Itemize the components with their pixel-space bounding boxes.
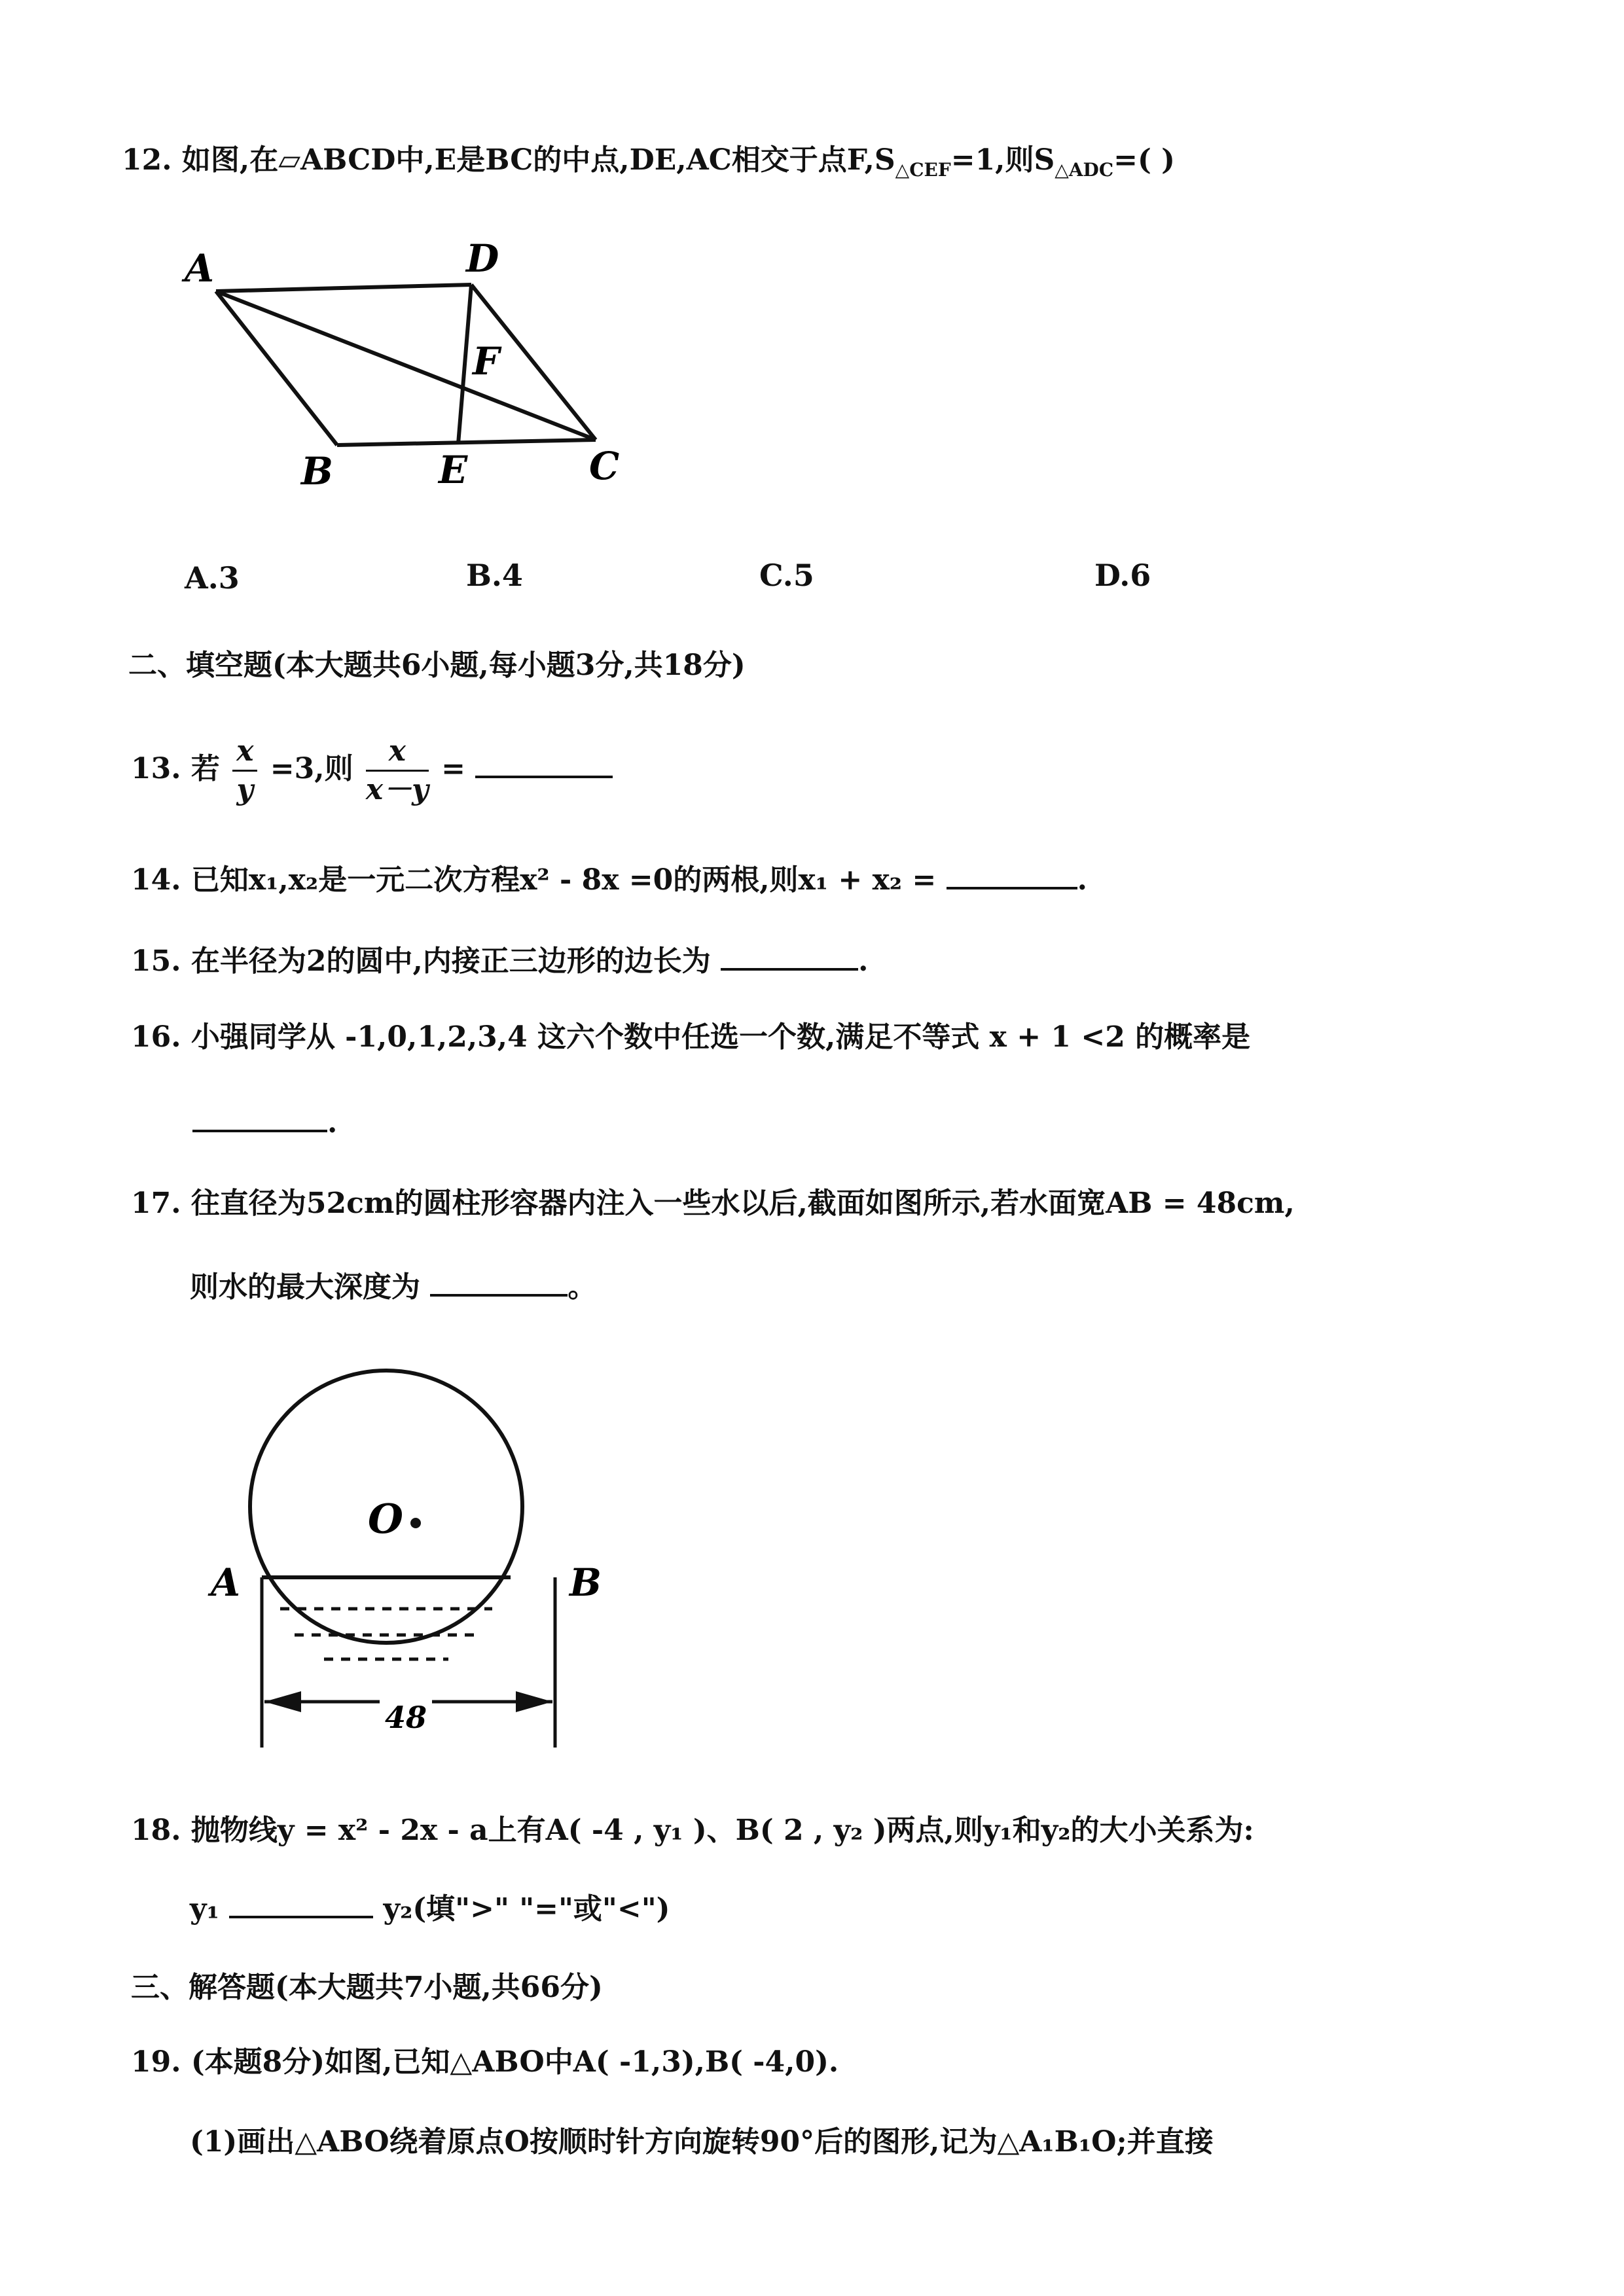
edge-bc	[337, 440, 596, 445]
dimension-label: 48	[385, 1700, 427, 1735]
q13-line: 13. 若 $\frac{x}{y}$ =3,则 $\frac{x}{x-y}$ =	[131, 733, 613, 808]
q12-option-d: D.6	[1094, 558, 1151, 593]
section2-title: 二、填空题(本大题共6小题,每小题3分,共18分)	[128, 649, 746, 682]
q16-answer-line: .	[192, 1106, 337, 1139]
q16-answer-blank[interactable]	[192, 1124, 327, 1132]
q14-answer-blank[interactable]	[947, 882, 1077, 889]
q19-line-2: (1)画出△ABO绕着原点O按顺时针方向旋转90°后的图形,记为△A₁B₁O;并直接	[190, 2125, 1214, 2159]
label-a: A	[211, 1560, 241, 1605]
label-o: O	[368, 1495, 404, 1543]
label-b: B	[301, 449, 334, 493]
arrowhead-right	[516, 1691, 552, 1712]
q12-stem: 12. 如图,在▱ABCD中,E是BC的中点,DE,AC相交于点$F,S_{\triangle CEF}=1$,则$S_{\triangle ADC}=$( )	[122, 143, 1175, 181]
q12-option-b: B.4	[466, 558, 523, 593]
q13-answer-blank[interactable]	[475, 770, 613, 778]
label-e: E	[439, 448, 468, 492]
circle-water-figure	[196, 1361, 641, 1754]
q19-line-1: 19. (本题8分)如图,已知△ABO中A( -1,3),B( -4,0).	[131, 2045, 839, 2079]
section3-title: 三、解答题(本大题共7小题,共66分)	[131, 1971, 603, 2004]
q17-line-2: 则水的最大深度为 。	[190, 1270, 597, 1304]
q15-answer-blank[interactable]	[721, 963, 858, 971]
q17-line-1: 17. 往直径为52cm的圆柱形容器内注入一些水以后,截面如图所示,若水面宽AB = 48cm,	[131, 1187, 1295, 1220]
label-a: A	[185, 246, 215, 291]
arrowhead-left	[264, 1691, 301, 1712]
q17-answer-blank[interactable]	[430, 1289, 568, 1297]
edge-ad	[216, 285, 471, 291]
label-d: D	[466, 236, 499, 281]
q14-line: 14. 已知x₁,x₂是一元二次方程x² - 8x =0的两根,则x₁ + x₂ = .	[131, 863, 1087, 897]
q12-option-a: A.3	[185, 560, 240, 596]
q13-fraction-2: $\frac{x}{x-y}$	[365, 734, 429, 806]
label-c: C	[589, 444, 620, 488]
q12-option-c: C.5	[759, 558, 814, 593]
q18-line-1: 18. 抛物线y = x² - 2x - a上有A( -4 , y₁ )、B( 2 , y₂ )两点,则y₁和y₂的大小关系为:	[131, 1814, 1254, 1847]
q15-line: 15. 在半径为2的圆中,内接正三边形的边长为 .	[131, 944, 869, 978]
parallelogram-figure	[170, 236, 655, 497]
segment-de	[458, 285, 471, 444]
q16-line: 16. 小强同学从 -1,0,1,2,3,4 这六个数中任选一个数,满足不等式 x + 1 <2 的概率是	[131, 1020, 1251, 1054]
label-f: F	[473, 339, 500, 384]
q18-answer-blank[interactable]	[229, 1910, 373, 1918]
q18-line-2: y₁ y₂(填">" "="或"<")	[190, 1892, 670, 1926]
center-dot	[410, 1518, 421, 1528]
q13-fraction-1: $\frac{x}{y}$	[232, 733, 257, 808]
label-b: B	[569, 1560, 602, 1605]
